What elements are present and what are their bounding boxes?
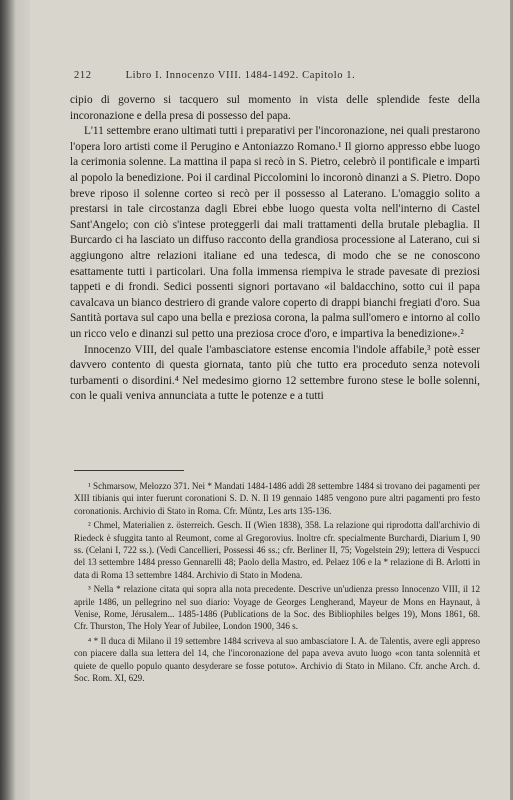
paragraph-1: cipio di governo si tacquero sul momento in vista delle splendide feste della incoronazione e della presa di possesso del papa. — [70, 94, 480, 122]
footnotes — [74, 480, 480, 687]
footnote-rule — [74, 470, 184, 471]
footnote-1: ¹ Schmarsow, Melozzo 371. Nei * Mandati 1484-1486 addì 28 settembre 1484 si trovano dei pagamenti per XIII tibianis qui inter fuerunt coronationi S. D. N. Il 19 gennaio 1485 vengono pure altri pagamenti pro festo coronationis. Archivio di Stato in Roma. Cfr. Müntz, Les arts 135-136. — [74, 481, 480, 516]
paragraph-3: Innocenzo VIII, del quale l'ambasciatore estense encomia l'indole affabile,³ potè esser davvero contento di questa giornata, tanto più che tutto era proceduto senza notevoli turbamenti o disordini.⁴ Nel medesimo giorno 12 settembre furono stese le bolle solenni, con le quali veniva annunciata a tutte le potenze e a tutti — [70, 343, 480, 403]
paragraph-2: L'11 settembre erano ultimati tutti i preparativi per l'incoronazione, nei quali prestarono l'opera loro artisti come il Perugino e Antoniazzo Romano.¹ Il giorno appresso ebbe luogo la cerimonia solenne. La mattina il papa si recò in S. Pietro, celebrò il pontificale e impartì al popolo la benedizione. Poi il cardinal Piccolomini lo incoronò dinanzi a S. Pietro. Dopo breve riposo il solenne corteo si recò per il possesso al Laterano. L'omaggio solito a prestarsi in tale circostanza dagli Ebrei ebbe luogo questa volta nell'interno di Castel Sant'Angelo; con ciò s'intese proteggerli dai mali trattamenti della brutale plebaglia. Il Burcardo ci ha lasciato un diffuso racconto della grandiosa processione al Laterano, cui si aggiungono altre relazioni italiane ed una tedesca, di modo che se ne conoscono esattamente tutti i particolari. Una folla immensa riempiva le strade pavesate di preziosi tappeti e di frondi. Sedici possenti signori portavano «il baldacchino, sotto cui il papa cavalcava un bianco destriero di grande valore coperto di drappi bianchi fregiati d'oro. Sua Santità portava sul capo una bella e preziosa corona, la palma sull'omero e intorno al collo un ricco velo e dinanzi sul petto una preziosa croce d'oro, e impartiva la benedizione».² — [70, 125, 480, 340]
footnote-4: ⁴ * Il duca di Milano il 19 settembre 1484 scriveva al suo ambasciatore I. A. de Talentis, avere egli appreso con piacere dalla sua lettera del 14, che l'incoronazione del papa aveva avuto luogo «con tanta solennità et quiete de quello populo quanto desyderare se fosse potuto». Archivio di Stato in Milano. Cfr. anche Arch. d. Soc. Rom. XI, 629. — [74, 635, 480, 684]
main-text — [70, 93, 480, 405]
page-number: 212 — [74, 70, 92, 81]
running-head — [74, 70, 414, 81]
running-title: Libro I. Innocenzo VIII. 1484-1492. Capitolo 1. — [125, 70, 356, 81]
footnote-2: ² Chmel, Materialien z. österreich. Gesch. II (Wien 1838), 358. La relazione qui riprodotta dall'archivio di Riedeck è sfuggita tanto al Reumont, come al Gregorovius. Inoltre cfr. specialmente Burchardi, Diarium I, 90 ss. (Celani I, 722 ss.). (Vedi Cancellieri, Possessi 46 ss.; cfr. Berliner II, 75; Vogelstein 29); lettera di Vespucci del 13 settembre 1484 presso Gennarelli 48; Paolo della Mastro, ed. Pelaez 106 e la * relazione di B. Arlotti in data di Roma 13 settembre 1484. Archivio di Stato in Modena. — [74, 520, 480, 580]
footnote-3: ³ Nella * relazione citata qui sopra alla nota precedente. Descrive un'udienza presso Innocenzo VIII, il 12 aprile 1486, un pellegrino nel suo diario: Voyage de Georges Lengherand, Mayeur de Mons en Haynaut, à Venise, Rome, Jérusalem... 1485-1486 (Publications de la Soc. des Bibliophiles belges 19), Mons 1861, 68. Cfr. Thurston, The Holy Year of Jubilee, London 1900, 346 s. — [74, 584, 480, 632]
